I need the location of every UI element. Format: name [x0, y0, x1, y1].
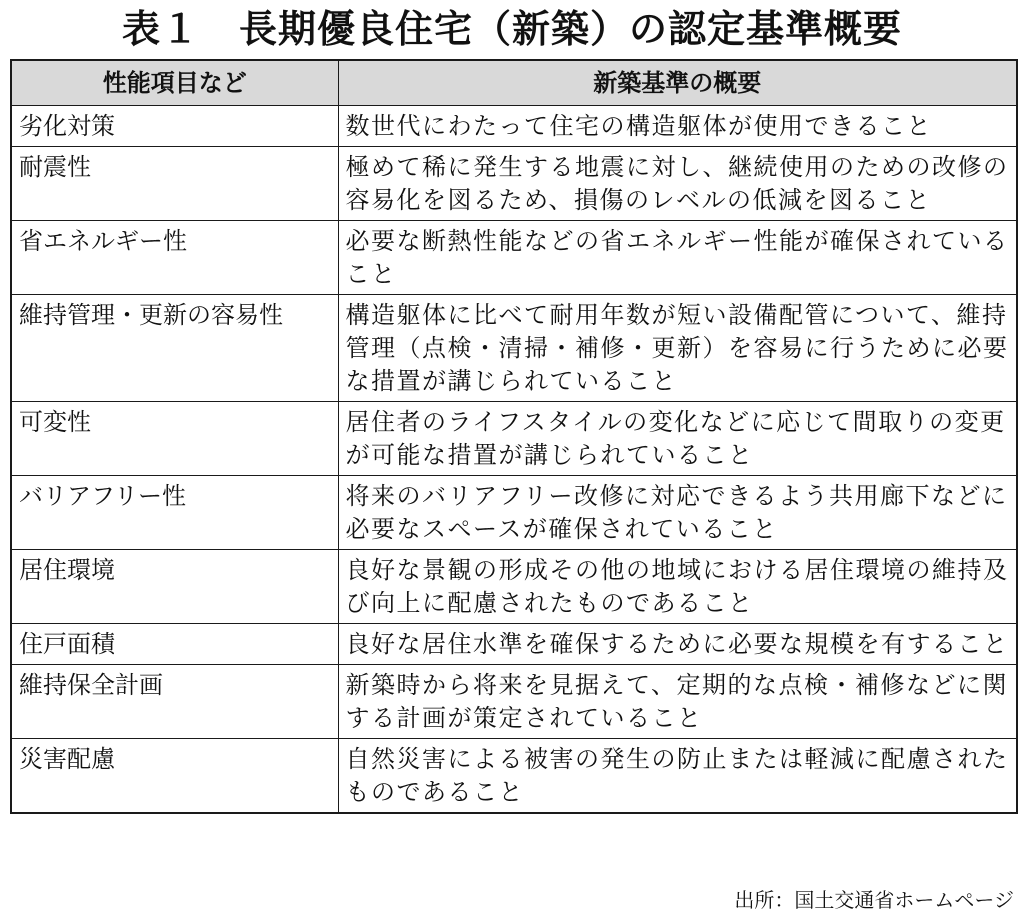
table-row [11, 295, 1017, 402]
row-description: 自然災害による被害の発生の防止または軽減に配慮されたものであること [338, 739, 1017, 814]
row-item: 住戸面積 [11, 624, 338, 665]
row-description: 数世代にわたって住宅の構造躯体が使用できること [338, 106, 1017, 147]
table-body [11, 106, 1017, 814]
row-item: 劣化対策 [11, 106, 338, 147]
row-description: 必要な断熱性能などの省エネルギー性能が確保されていること [338, 221, 1017, 295]
table-title: 表１ 長期優良住宅（新築）の認定基準概要 [121, 7, 902, 51]
header-row [11, 60, 1017, 106]
table-row [11, 665, 1017, 739]
table-row [11, 476, 1017, 550]
table-row [11, 147, 1017, 221]
source-note: 出所：国土交通省ホームページ [734, 888, 1014, 912]
table-row [11, 402, 1017, 476]
row-item: 維持保全計画 [11, 665, 338, 739]
row-description: 構造躯体に比べて耐用年数が短い設備配管について、維持管理（点検・清掃・補修・更新）を容易に行うために必要な措置が講じられていること [338, 295, 1017, 402]
row-item: 災害配慮 [11, 739, 338, 814]
row-description: 将来のバリアフリー改修に対応できるよう共用廊下などに必要なスペースが確保されていること [338, 476, 1017, 550]
row-description: 新築時から将来を見据えて、定期的な点検・補修などに関する計画が策定されていること [338, 665, 1017, 739]
row-description: 居住者のライフスタイルの変化などに応じて間取りの変更が可能な措置が講じられていること [338, 402, 1017, 476]
table-header [11, 60, 1017, 106]
row-item: 居住環境 [11, 550, 338, 624]
table-row [11, 221, 1017, 295]
table-row [11, 624, 1017, 665]
row-item: 耐震性 [11, 147, 338, 221]
row-item: 省エネルギー性 [11, 221, 338, 295]
row-description: 良好な居住水準を確保するために必要な規模を有すること [338, 624, 1017, 665]
table-row [11, 739, 1017, 814]
row-item: 可変性 [11, 402, 338, 476]
header-item: 性能項目など [11, 60, 338, 106]
table-row [11, 550, 1017, 624]
row-item: 維持管理・更新の容易性 [11, 295, 338, 402]
certification-criteria-table [10, 59, 1018, 814]
header-description: 新築基準の概要 [338, 60, 1017, 106]
row-description: 良好な景観の形成その他の地域における居住環境の維持及び向上に配慮されたものであること [338, 550, 1017, 624]
row-description: 極めて稀に発生する地震に対し、継続使用のための改修の容易化を図るため、損傷のレベルの低減を図ること [338, 147, 1017, 221]
table-row [11, 106, 1017, 147]
row-item: バリアフリー性 [11, 476, 338, 550]
